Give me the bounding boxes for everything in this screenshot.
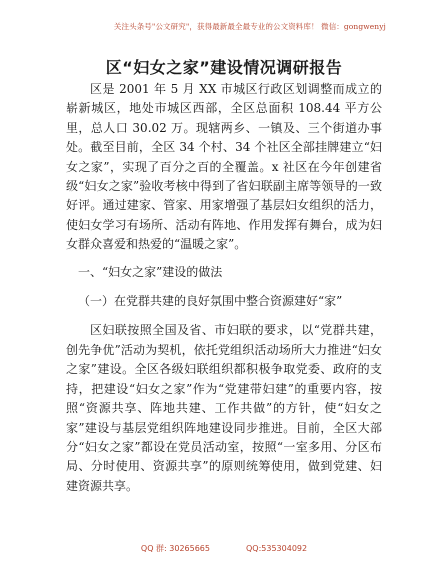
subsection-heading: （一）在党群共建的良好氛围中整合资源建好“家”	[78, 294, 343, 309]
header-note: 关注头条号"公文研究"，获得最新最全最专业的公文资料库！ 微信：gongwenyj	[113, 22, 386, 31]
footer-contact	[0, 543, 448, 554]
intro-paragraph: 区是 2001 年 5 月 XX 市城区行政区划调整而成立的崭新城区，地处市城区西部，全区总面积 108.44 平方公里，总人口 30.02 万。现辖两乡、一镇及、三个街道办事处。截至目前，全区 34 个村、34 个社区全部挂牌建立“妇女之家”，实现了百分之百的全覆盖。x 社区在今年创建省级“妇女之家”验收考核中得到了省妇联副主席等领导的一致好评。通过建家、管家、用家增强了基层妇女组织的活力，使妇女学习有场所、活动有阵地、作用发挥有舞台，成为妇女群众喜爱和热爱的“温暖之家”。	[66, 82, 382, 252]
document-body	[66, 80, 382, 496]
document-title: 区“妇女之家”建设情况调研报告	[105, 58, 343, 77]
subsection-paragraph: 区妇联按照全国及省、市妇联的要求，以“党群共建，创先争优”活动为契机，依托党组织活动场所大力推进“妇女之家”建设。全区各级妇联组织都积极争取党委、政府的支持，把建设“妇女之家”作为“党建带妇建”的重要内容，按照“资源共享、阵地共建、工作共做”的方针，使“妇女之家”建设与基层党组织阵地建设同步推进。目前，全区大部分“妇女之家”都设在党员活动室，按照“一室多用、分区布局、分时使用、资源共享”的原则统筹使用，做到党建、妇建资源共享。	[66, 323, 382, 493]
footer-qq: QQ:535304092	[245, 544, 308, 553]
footer-qq-group: QQ 群: 30265665	[140, 544, 210, 553]
section-heading: 一、“妇女之家”建设的做法	[78, 264, 223, 279]
